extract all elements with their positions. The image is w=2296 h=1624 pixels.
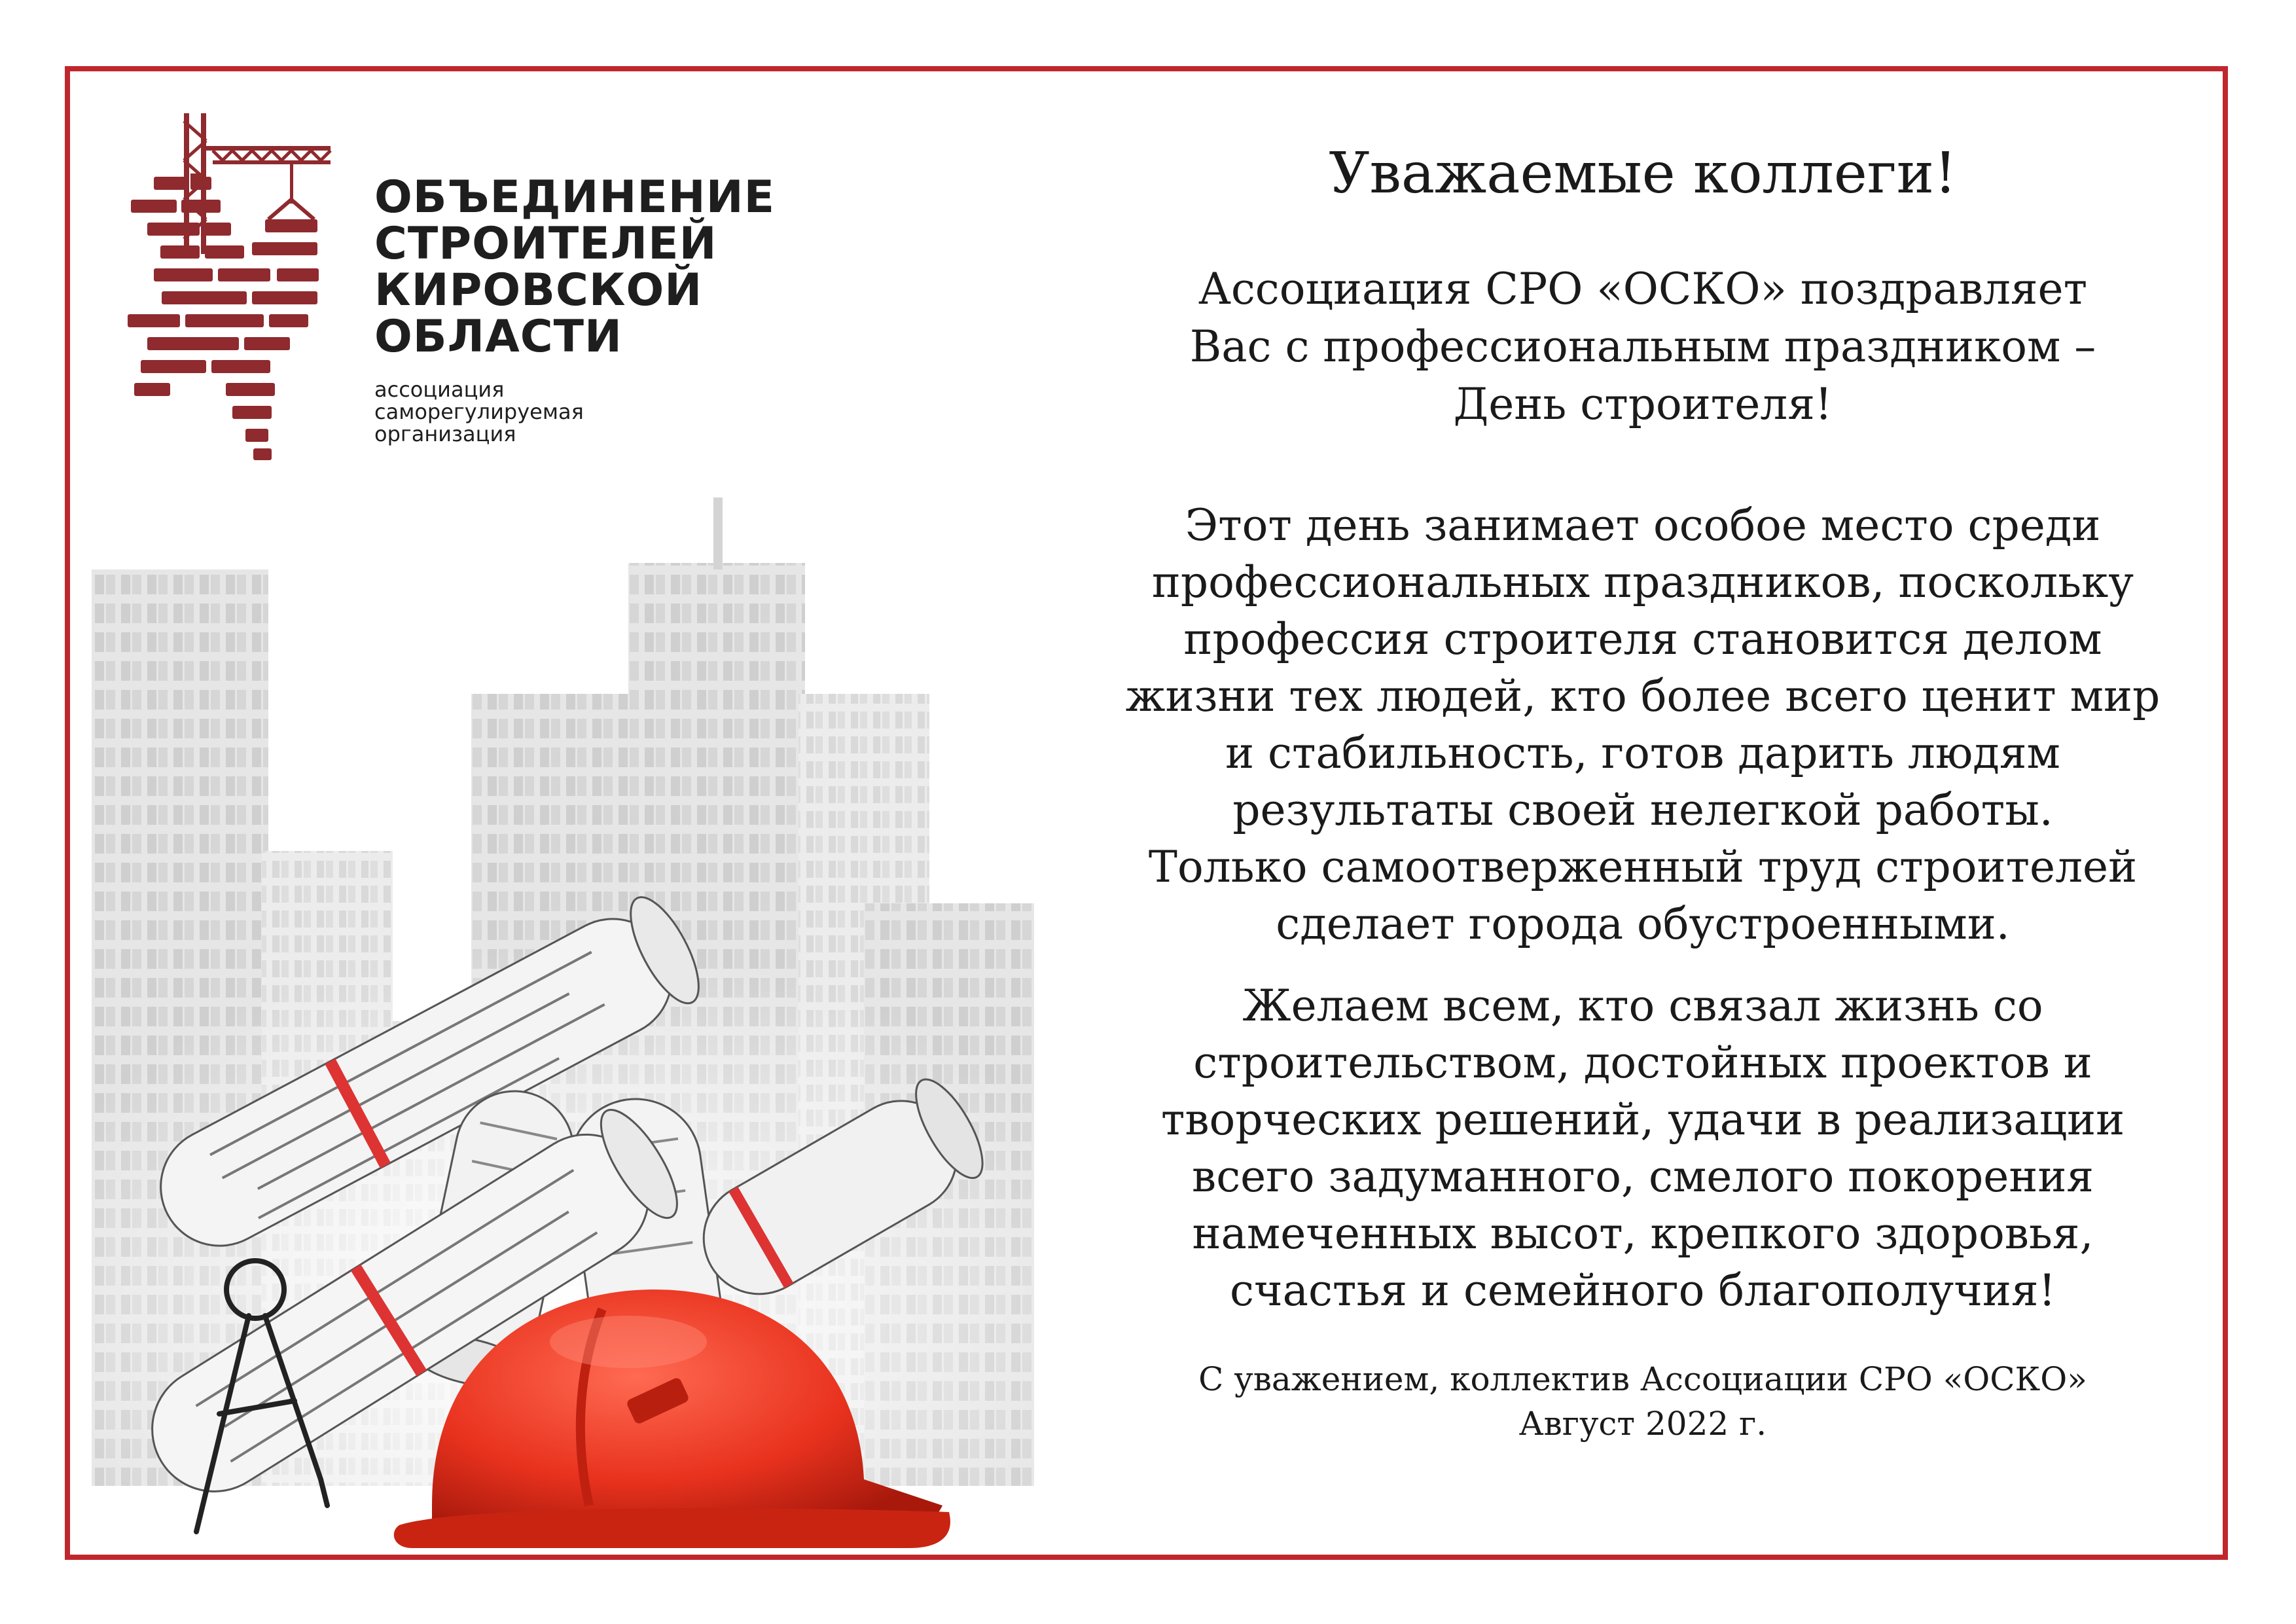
paragraph-line: сделает города обустроенными. bbox=[1276, 899, 2010, 949]
paragraph-profession bbox=[1086, 497, 2199, 952]
paragraph-line: намеченных высот, крепкого здоровья, bbox=[1192, 1208, 2094, 1259]
logo-subtitle-line: организация bbox=[374, 422, 516, 446]
paragraph-line: профессиональных праздников, поскольку bbox=[1151, 557, 2134, 607]
logo-title-line: ОБЛАСТИ bbox=[374, 311, 622, 363]
paragraph-line: счастья и семейного благополучия! bbox=[1230, 1265, 2056, 1316]
letter-body bbox=[1086, 137, 2199, 1446]
paragraph-line: Только самоотверженный труд строителей bbox=[1148, 842, 2138, 892]
brick-crane-logo-icon bbox=[128, 108, 357, 461]
blueprints-helmet-compass-illustration bbox=[92, 484, 1034, 1551]
logo-title-line: КИРОВСКОЙ bbox=[374, 264, 703, 316]
paragraph-line: Желаем всем, кто связал жизнь со bbox=[1242, 981, 2043, 1031]
intro-line: Ассоциация СРО «ОСКО» поздравляет bbox=[1198, 264, 2088, 314]
intro-line: День строителя! bbox=[1453, 379, 1833, 429]
paragraph-line: Этот день занимает особое место среди bbox=[1185, 500, 2101, 550]
intro-paragraph bbox=[1086, 261, 2199, 433]
logo-subtitle bbox=[374, 378, 702, 445]
signature-line: С уважением, коллектив Ассоциации СРО «ОСКО» bbox=[1198, 1360, 2087, 1398]
paragraph-line: строительством, достойных проектов и bbox=[1193, 1038, 2092, 1088]
paragraph-line: творческих решений, удачи в реализации bbox=[1160, 1094, 2125, 1145]
paragraph-line: профессия строителя становится делом bbox=[1183, 614, 2102, 664]
paragraph-line: всего задуманного, смелого покорения bbox=[1192, 1151, 2094, 1202]
logo-title-line: СТРОИТЕЛЕЙ bbox=[374, 218, 717, 270]
logo-subtitle-line: саморегулируемая bbox=[374, 399, 584, 424]
paragraph-line: и стабильность, готов дарить людям bbox=[1225, 728, 2060, 778]
logo-title-line: ОБЪЕДИНЕНИЕ bbox=[374, 171, 776, 223]
paragraph-line: жизни тех людей, кто более всего ценит мир bbox=[1125, 671, 2161, 721]
greeting-heading: Уважаемые коллеги! bbox=[1329, 141, 1957, 206]
signature bbox=[1086, 1357, 2199, 1446]
signature-date: Август 2022 г. bbox=[1518, 1405, 1767, 1443]
logo-subtitle-line: ассоциация bbox=[374, 377, 505, 402]
logo-title bbox=[374, 171, 833, 363]
paragraph-line: результаты своей нелегкой работы. bbox=[1232, 785, 2053, 835]
paragraph-wishes bbox=[1086, 977, 2199, 1319]
intro-line: Вас с профессиональным праздником – bbox=[1189, 321, 2096, 372]
